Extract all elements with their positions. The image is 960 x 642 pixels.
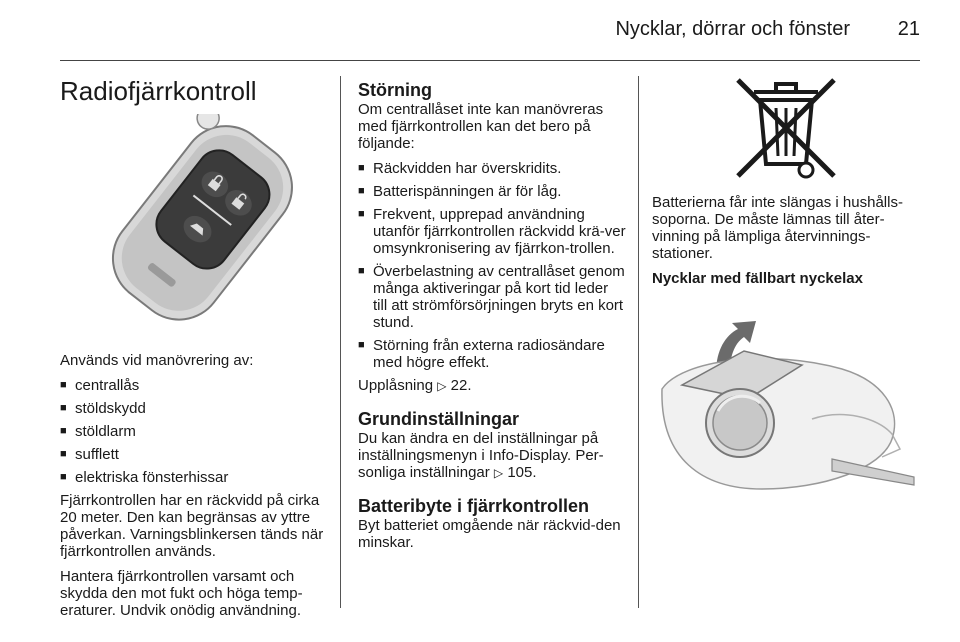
list-item: ■ Räckvidden har överskridits. <box>358 160 626 177</box>
triangle-right-icon: ▷ <box>437 379 447 393</box>
battery-change-text: Byt batteriet omgående när räckvid-den minskar. <box>358 517 621 551</box>
header-title: Nycklar, dörrar och fönster <box>615 18 850 40</box>
list-item: ■ Batterispänningen är för låg. <box>358 183 626 200</box>
fold-key-battery-illustration <box>652 299 920 517</box>
list-item: ■ stöldskydd <box>60 400 328 417</box>
interference-intro: Om centrallåset inte kan manövreras med fjärrkontrollen kan det bero på följande: <box>358 101 604 152</box>
remote-usage-intro: Används vid manövrering av: <box>60 352 254 369</box>
range-paragraph: Fjärrkontrollen har en räckvidd på cirka 20 meter. Den kan begränsas av yttre påverkan. Varningsblinkersen tänds när fjärrkontrollen används. <box>60 492 324 560</box>
interference-title: Störning <box>358 80 432 100</box>
basic-settings-title: Grundinställningar <box>358 409 520 429</box>
list-item: ■ Överbelastning av centrallåset genom många aktiveringar på kort tid leder till att strömförsörjningen bryts en kort stund. <box>358 263 626 331</box>
interference-list <box>358 160 626 371</box>
list-item: ■ sufflett <box>60 446 328 463</box>
column-left <box>60 76 328 627</box>
list-item: ■ elektriska fönsterhissar <box>60 469 328 486</box>
section-title: Radiofjärrkontroll <box>60 76 257 106</box>
column-divider-left <box>340 76 341 608</box>
battery-change-title: Batteribyte i fjärrkontrollen <box>358 496 590 516</box>
unlock-page-link[interactable]: 22. <box>450 377 472 394</box>
battery-disposal-text: Batterierna får inte slängas i hushålls-soporna. De måste lämnas till åter-vinning på lämpliga återvinnings-stationer. <box>652 194 903 262</box>
triangle-right-icon: ▷ <box>493 466 504 480</box>
basic-settings-text: Du kan ändra en del inställningar på inställningsmenyn i Info-Display. Per-sonliga inställningar ▷ 105. <box>358 430 604 481</box>
unlock-text: Upplåsning <box>358 377 434 394</box>
column-right <box>652 74 920 517</box>
list-item: ■ centrallås <box>60 377 328 394</box>
settings-page-link[interactable]: 105. <box>507 464 537 481</box>
unlock-reference <box>358 377 626 395</box>
list-item: ■ Störning från externa radiosändare med högre effekt. <box>358 337 626 371</box>
column-middle <box>358 80 626 559</box>
fold-key-title: Nycklar med fällbart nyckelax <box>652 270 863 287</box>
care-paragraph: Hantera fjärrkontrollen varsamt och skydda den mot fukt och höga temp-eraturer. Undvik onödig användning. <box>60 568 303 619</box>
page-number: 21 <box>897 18 920 40</box>
list-item: ■ stöldlarm <box>60 423 328 440</box>
header-rule <box>60 60 920 61</box>
remote-function-list <box>60 377 328 486</box>
column-divider-right <box>638 76 639 608</box>
remote-key-illustration <box>60 114 328 339</box>
crossed-out-wheelie-bin-icon <box>652 74 920 184</box>
list-item: ■ Frekvent, upprepad användning utanför fjärrkontrollen räckvidd krä-ver omsynkronisering av fjärrkon-trollen. <box>358 206 626 257</box>
